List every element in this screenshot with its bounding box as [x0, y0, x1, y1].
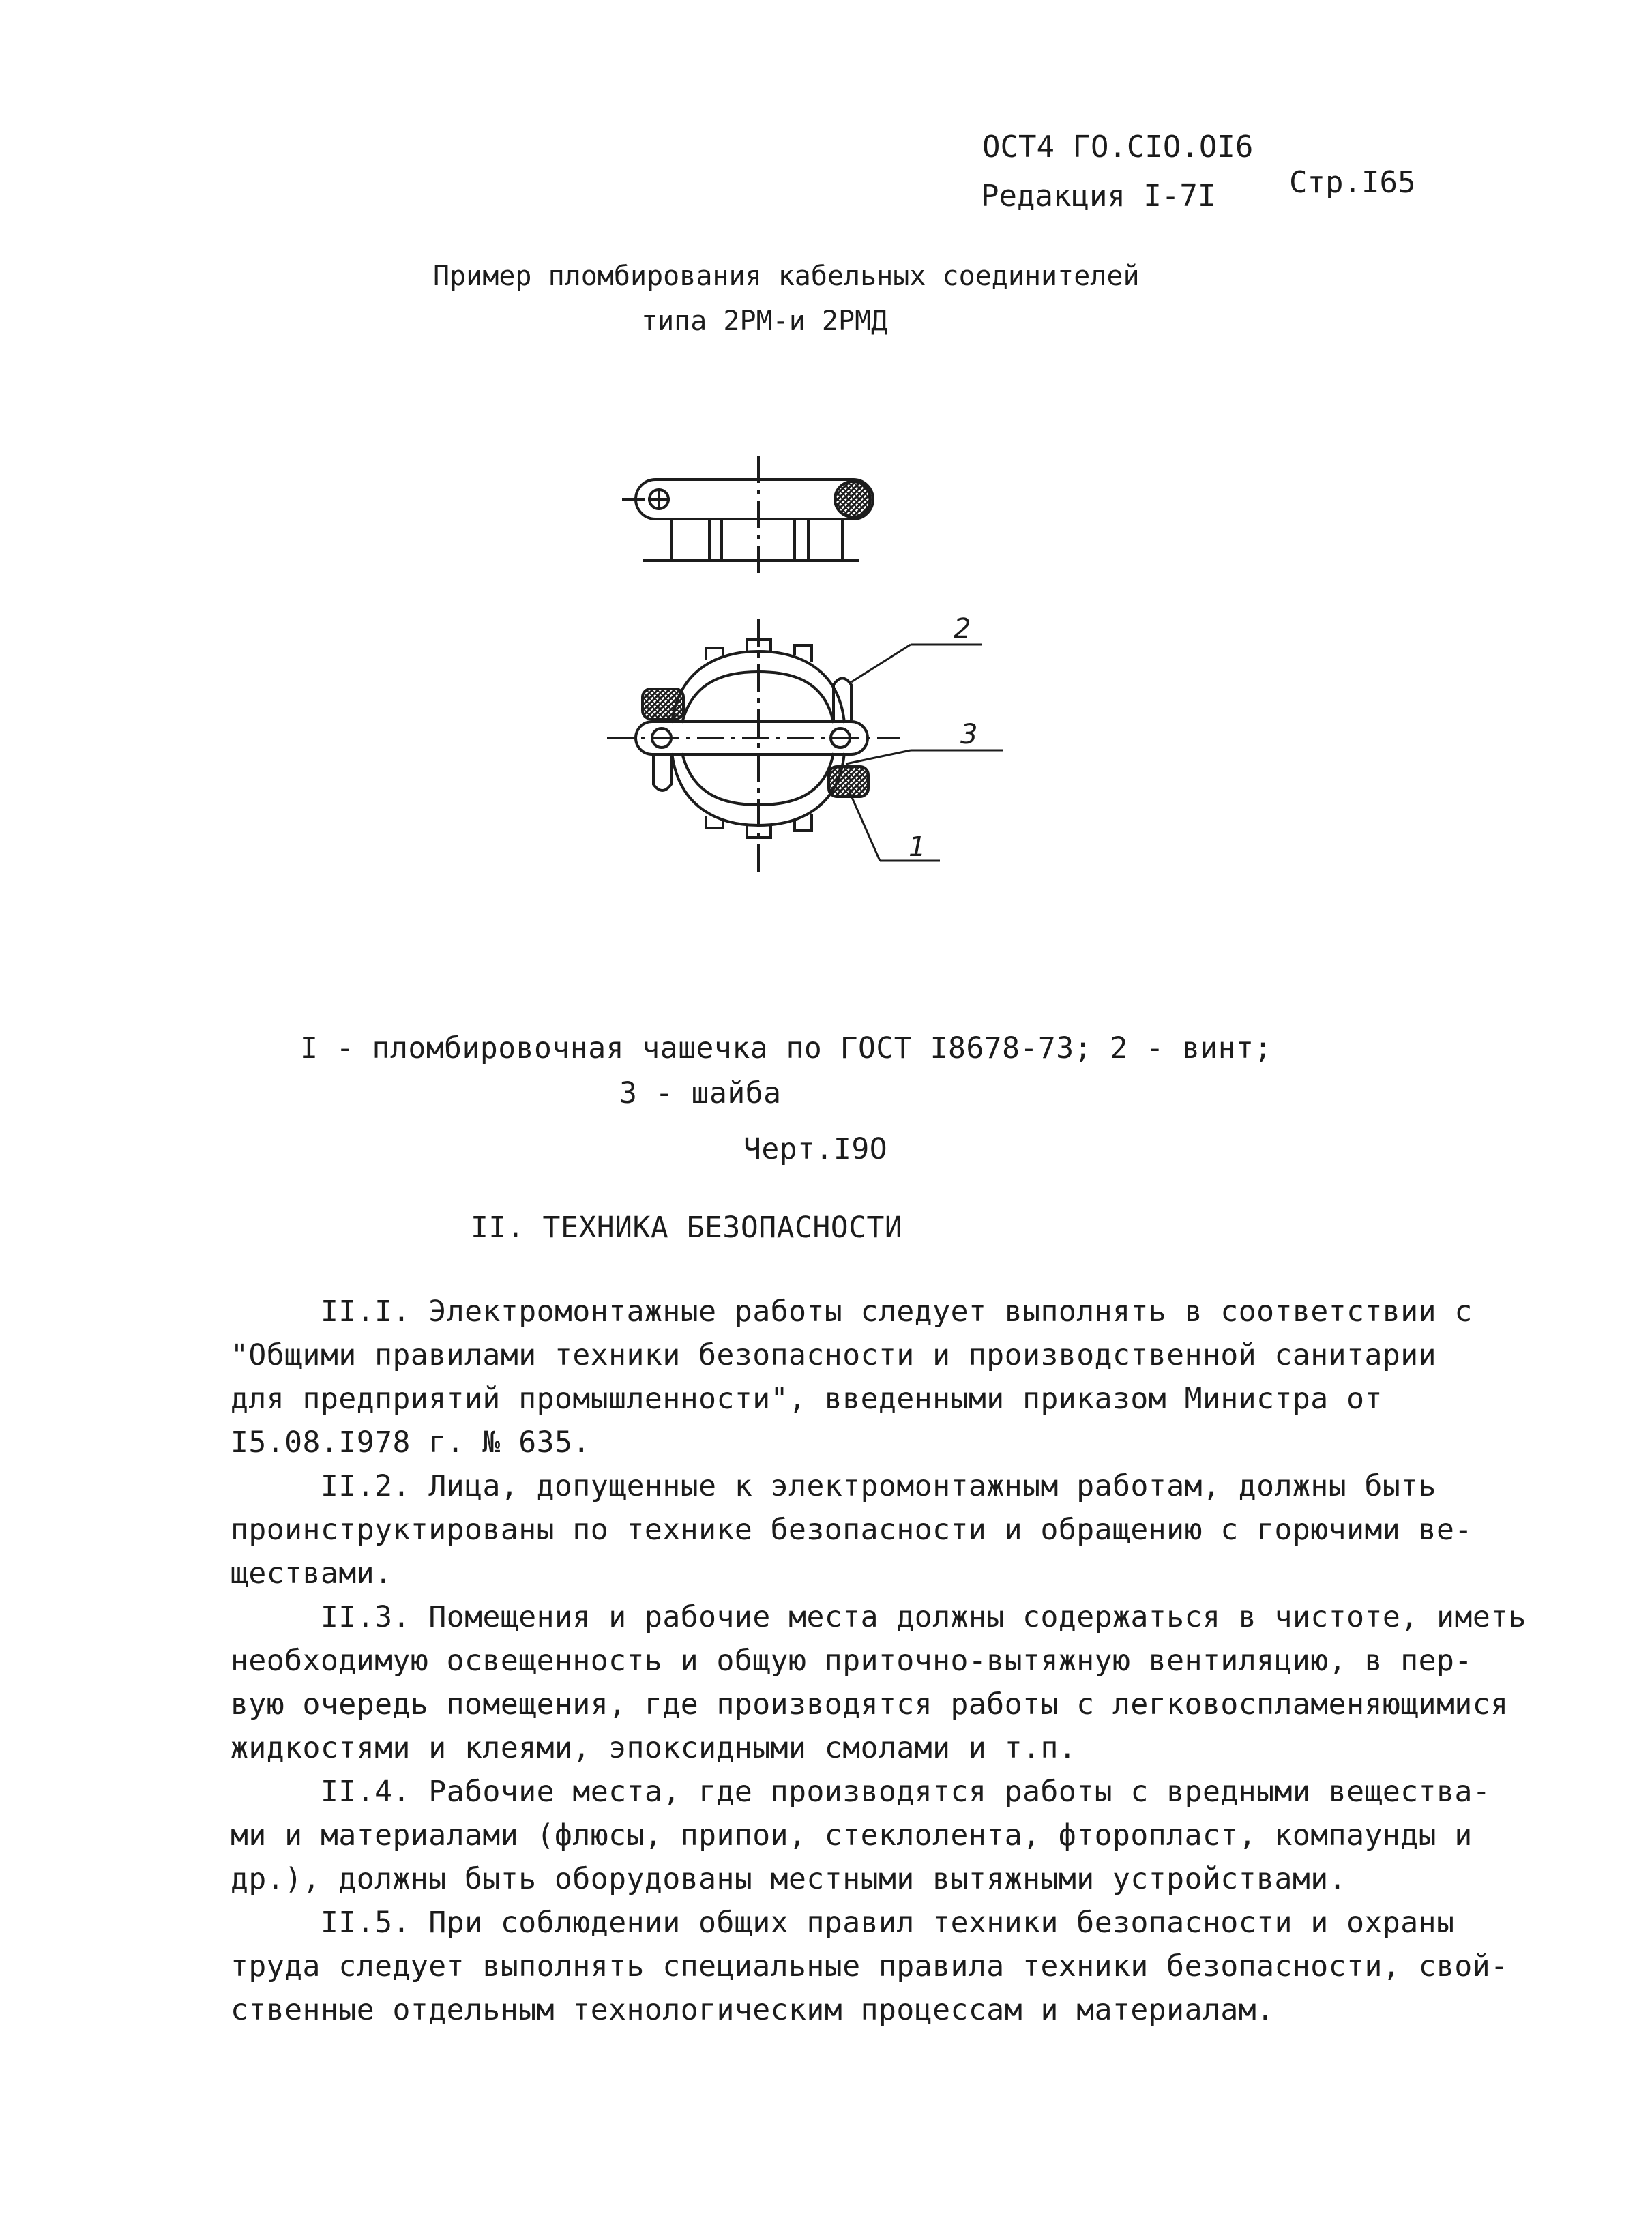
connector-sealing-drawing [600, 437, 1023, 900]
text-line: ІІ.3. Помещения и рабочие места должны содержаться в чистоте, иметь [321, 1600, 1527, 1634]
figure-title-line2: типа 2РМ-и 2РМД [641, 306, 888, 337]
page-number: Стр.І65 [1289, 165, 1416, 200]
text-line: ственные отдельным технологическим процессам и материалам. [231, 1993, 1275, 2027]
text-line: ІІ.4. Рабочие места, где производятся работы с вредными вещества- [321, 1775, 1491, 1809]
top-view [622, 456, 873, 580]
figure-legend-line2: 3 - шайба [619, 1076, 782, 1110]
text-line: ІІ.5. При соблюдении общих правил техники безопасности и охраны [321, 1906, 1455, 1940]
revision-label: Редакция І-7І [981, 179, 1216, 213]
callout-1: 1 [909, 831, 926, 863]
front-view [607, 619, 900, 873]
figure-caption: Черт.І9О [743, 1132, 888, 1166]
callout-3: 3 [960, 719, 978, 750]
callout-2: 2 [954, 613, 971, 645]
text-line: ІІ.І. Электромонтажные работы следует выполнять в соответствии с [321, 1295, 1473, 1329]
text-line: ществами. [231, 1556, 393, 1591]
figure-title-line1: Пример пломбирования кабельных соединителей [433, 261, 1140, 292]
text-line: жидкостями и клеями, эпоксидными смолами и т.п. [231, 1731, 1077, 1765]
text-line: труда следует выполнять специальные правила техники безопасности, свой- [231, 1949, 1509, 1983]
text-line: вую очередь помещения, где производятся работы с легковоспламеняющимися [231, 1687, 1509, 1722]
text-line: проинструктированы по технике безопасности и обращению с горючими ве- [231, 1513, 1473, 1547]
text-line: др.), должны быть оборудованы местными вытяжными устройствами. [231, 1862, 1347, 1896]
text-line: ми и материалами (флюсы, припои, стеклолента, фторопласт, компаунды и [231, 1818, 1473, 1852]
text-line: "Общими правилами техники безопасности и производственной санитарии [231, 1338, 1437, 1372]
leader-lines [846, 645, 1003, 861]
text-line: І5.08.І978 г. № 635. [231, 1425, 591, 1460]
text-line: ІІ.2. Лица, допущенные к электромонтажным работам, должны быть [321, 1469, 1437, 1503]
text-line: необходимую освещенность и общую приточно-вытяжную вентиляцию, в пер- [231, 1644, 1473, 1678]
text-line: для предприятий промышленности", введенными приказом Министра от [231, 1382, 1383, 1416]
document-code: ОСТ4 ГО.СІО.ОІ6 [982, 130, 1254, 164]
section-heading: ІІ. ТЕХНИКА БЕЗОПАСНОСТИ [471, 1211, 903, 1245]
figure-legend-line1: І - пломбировочная чашечка по ГОСТ І8678-73; 2 - винт; [300, 1031, 1272, 1065]
